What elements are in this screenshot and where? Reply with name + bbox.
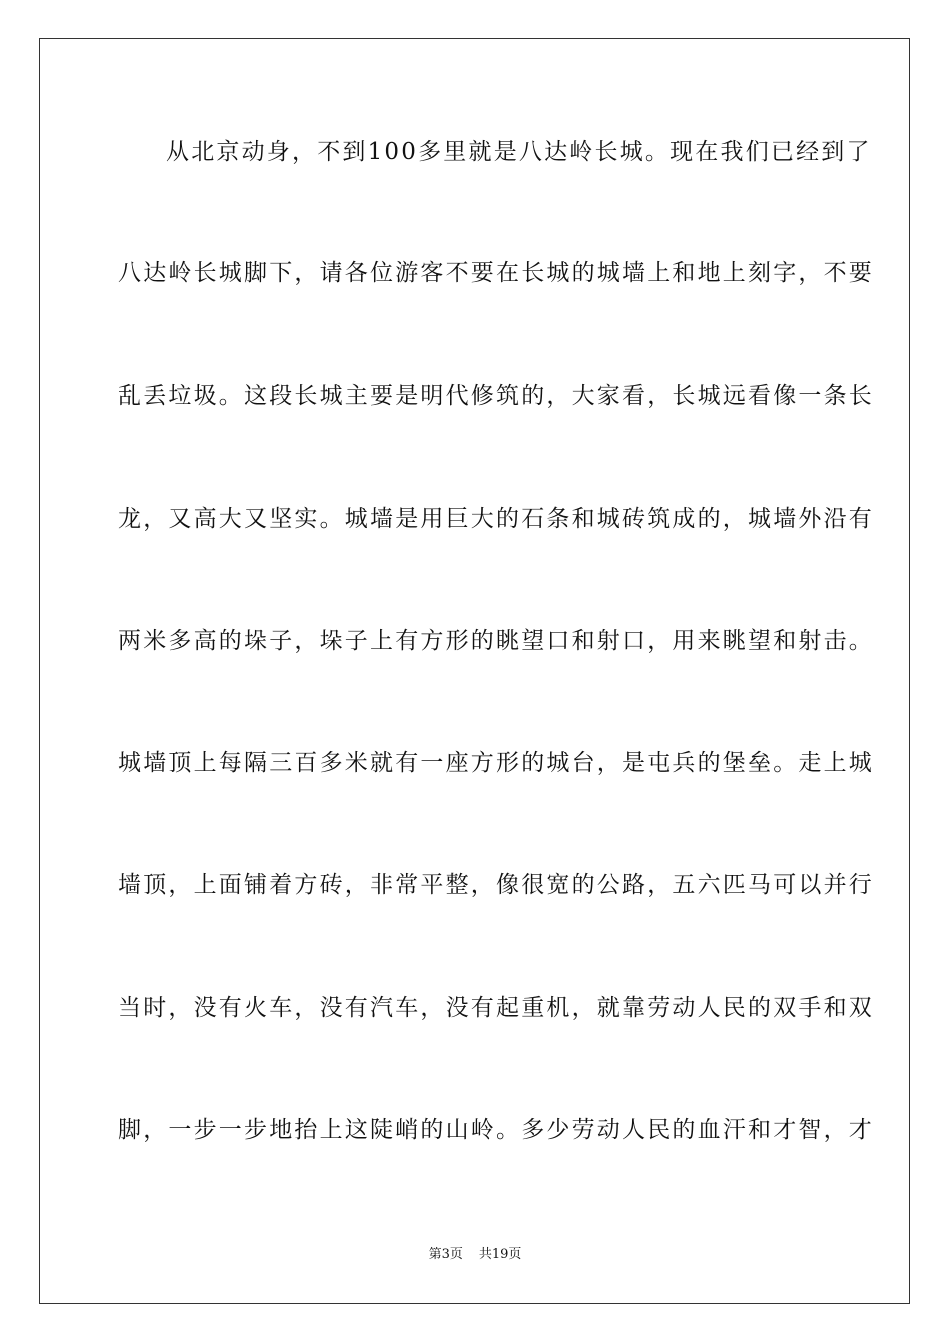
page-number: 第3页 [428,1247,463,1262]
page-footer [0,1247,950,1263]
text-line: 两米多高的垛子，垛子上有方形的眺望口和射口，用来眺望和射击。 [118,628,874,654]
text-line: 脚，一步一步地抬上这陡峭的山岭。多少劳动人民的血汗和才智，才 [118,1117,874,1143]
text-line: 八达岭长城脚下，请各位游客不要在长城的城墙上和地上刻字，不要 [118,260,874,286]
text-line: 当时，没有火车，没有汽车，没有起重机，就靠劳动人民的双手和双 [118,995,874,1021]
page-total: 共19页 [478,1247,522,1262]
text-line: 乱丢垃圾。这段长城主要是明代修筑的，大家看，长城远看像一条长 [118,383,874,409]
text-line: 从北京动身，不到100多里就是八达岭长城。现在我们已经到了 [166,139,872,165]
text-line: 龙，又高大又坚实。城墙是用巨大的石条和城砖筑成的，城墙外沿有 [118,506,874,532]
text-line: 城墙顶上每隔三百多米就有一座方形的城台，是屯兵的堡垒。走上城 [118,750,874,776]
text-line: 墙顶，上面铺着方砖，非常平整，像很宽的公路，五六匹马可以并行 [118,872,874,898]
